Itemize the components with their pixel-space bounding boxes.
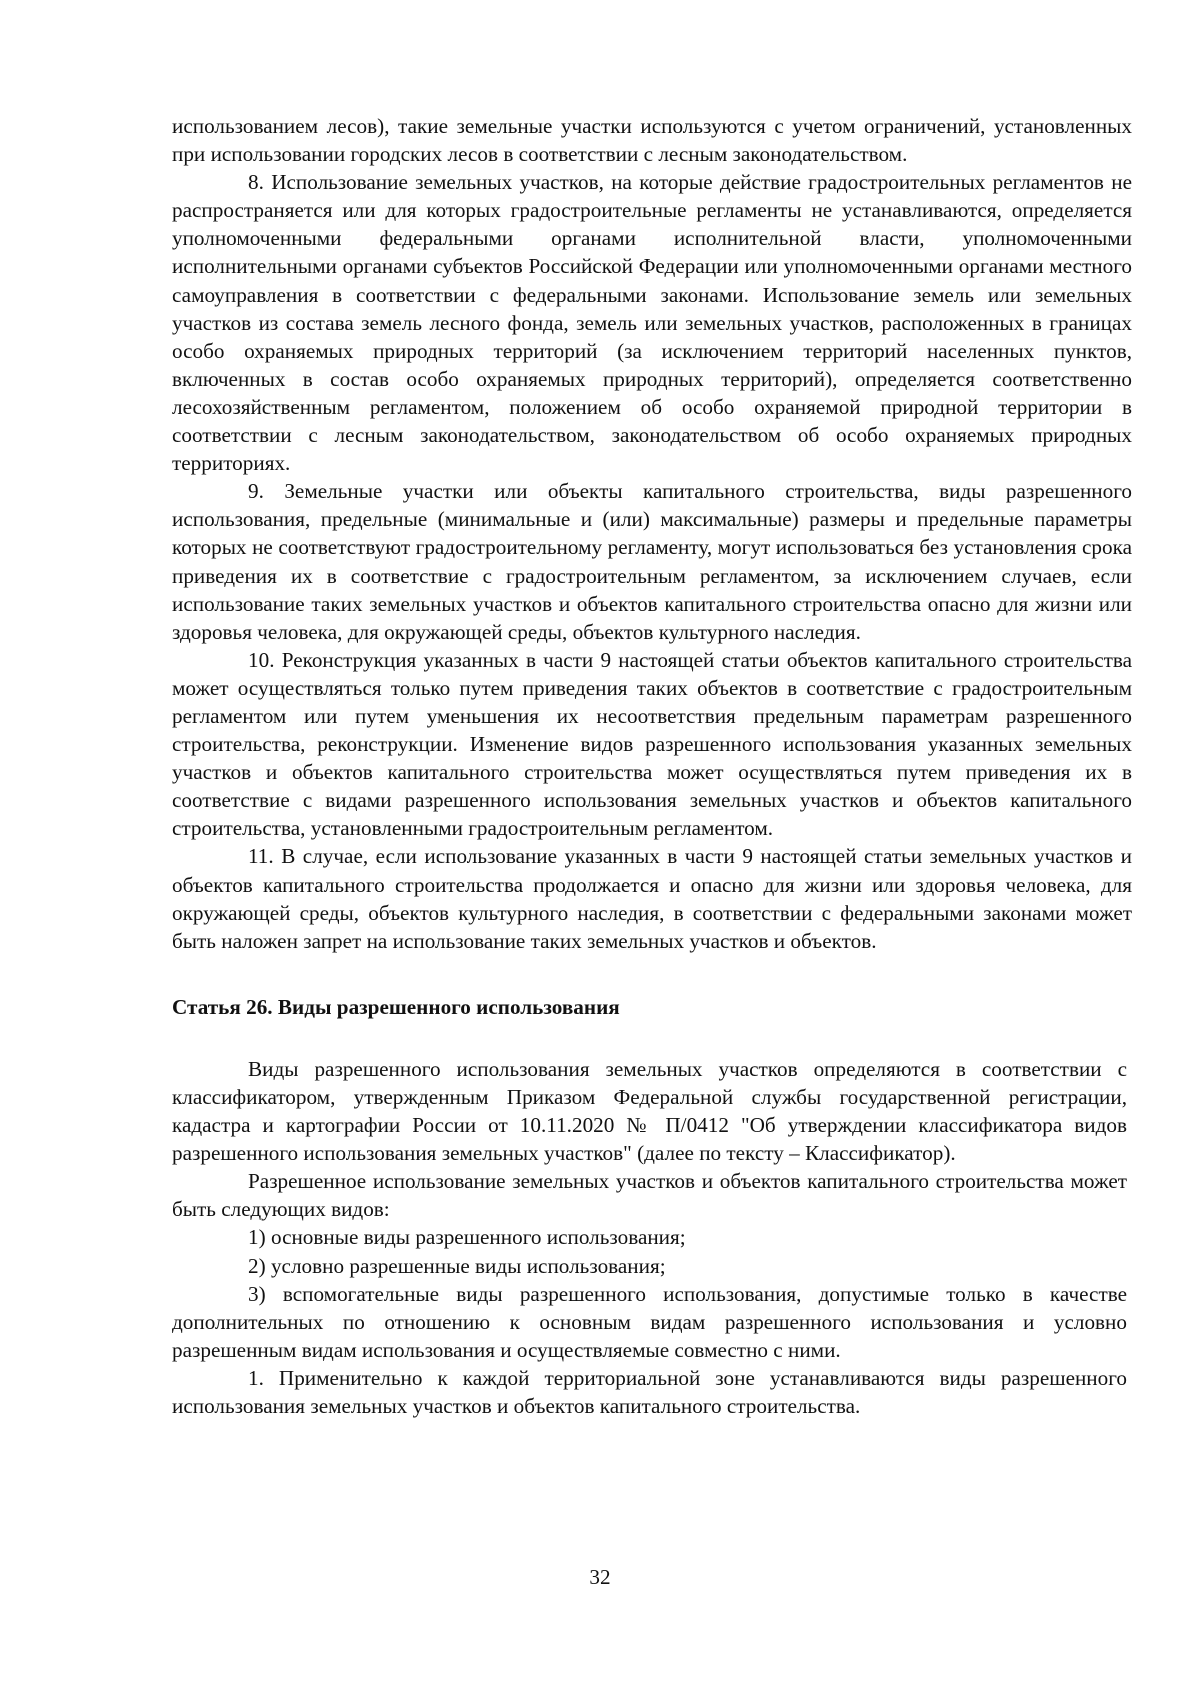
list-item-auxiliary-types: 3) вспомогательные виды разрешенного использования, допустимые только в качестве дополнительных по отношению к основным видам разрешенного использования и условно разрешенным видам использования и осуществляемые совместно с ними. — [172, 1281, 1127, 1362]
paragraph-clause-10: 10. Реконструкция указанных в части 9 настоящей статьи объектов капитального строительства может осуществляться только путем приведения таких объектов в соответствие с градостроительным регламентом или путем уменьшения их несоответствия предельным параметрам разрешенного строительства, реконструкции. Изменение видов разрешенного использования указанных земельных участков и объектов капитального строительства может осуществляться путем приведения их в соответствие с видами разрешенного использования земельных участков и объектов капитального строительства, установленными градостроительным регламентом. — [172, 647, 1132, 841]
paragraph-permitted-use-types: Разрешенное использование земельных участков и объектов капитального строительства может быть следующих видов: — [172, 1169, 1127, 1222]
document-page — [172, 112, 1132, 1420]
text-block-part2 — [172, 1055, 1127, 1420]
paragraph-classifier: Виды разрешенного использования земельных участков определяются в соответствии с классификатором, утвержденным Приказом Федеральной службы государственной регистрации, кадастра и картографии России от 10.11.2020 № П/0412 "Об утверждении классификатора видов разрешенного использования земельных участков" (далее по тексту – Классификатор). — [172, 1056, 1127, 1166]
list-item-main-types: 1) основные виды разрешенного использования; — [248, 1225, 686, 1250]
text-block-part1 — [172, 112, 1132, 955]
paragraph-clause-11: 11. В случае, если использование указанных в части 9 настоящей статьи земельных участков и объектов капитального строительства продолжается и опасно для жизни или здоровья человека, для окружающей среды, объектов культурного наследия, в соответствии с федеральными законами может быть наложен запрет на использование таких земельных участков и объектов. — [172, 844, 1132, 953]
article-heading: Статья 26. Виды разрешенного использования — [172, 994, 620, 1019]
paragraph-clause-8: 8. Использование земельных участков, на которые действие градостроительных регламентов не распространяется или для которых градостроительные регламенты не устанавливаются, определяется уполномоченными федеральными органами исполнительной власти, уполномоченными исполнительными органами субъектов Российской Федерации или уполномоченными органами местного самоуправления в соответствии с федеральными законами. Использование земель или земельных участков из состава земель лесного фонда, земель или земельных участков, расположенных в границах особо охраняемых природных территорий (за исключением территорий населенных пунктов, включенных в состав особо охраняемых природных территорий), определяется соответственно лесохозяйственным регламентом, положением об особо охраняемой природной территории в соответствии с лесным законодательством, законодательством об особо охраняемых природных территориях. — [172, 170, 1132, 476]
list-item-conditional-types: 2) условно разрешенные виды использования; — [248, 1253, 666, 1278]
page-number: 32 — [589, 1565, 611, 1589]
paragraph-clause-9: 9. Земельные участки или объекты капитального строительства, виды разрешенного использования, предельные (минимальные и (или) максимальные) размеры и предельные параметры которых не соответствуют градостроительному регламенту, могут использоваться без установления срока приведения их в соответствие с градостроительным регламентом, за исключением случаев, если использование таких земельных участков и объектов капитального строительства опасно для жизни или здоровья человека, для окружающей среды, объектов культурного наследия. — [172, 479, 1132, 644]
paragraph-clause-1: 1. Применительно к каждой территориальной зоне устанавливаются виды разрешенного использования земельных участков и объектов капитального строительства. — [172, 1365, 1127, 1419]
paragraph-continuation: использованием лесов), такие земельные участки используются с учетом ограничений, установленных при использовании городских лесов в соответствии с лесным законодательством. — [172, 114, 1132, 167]
